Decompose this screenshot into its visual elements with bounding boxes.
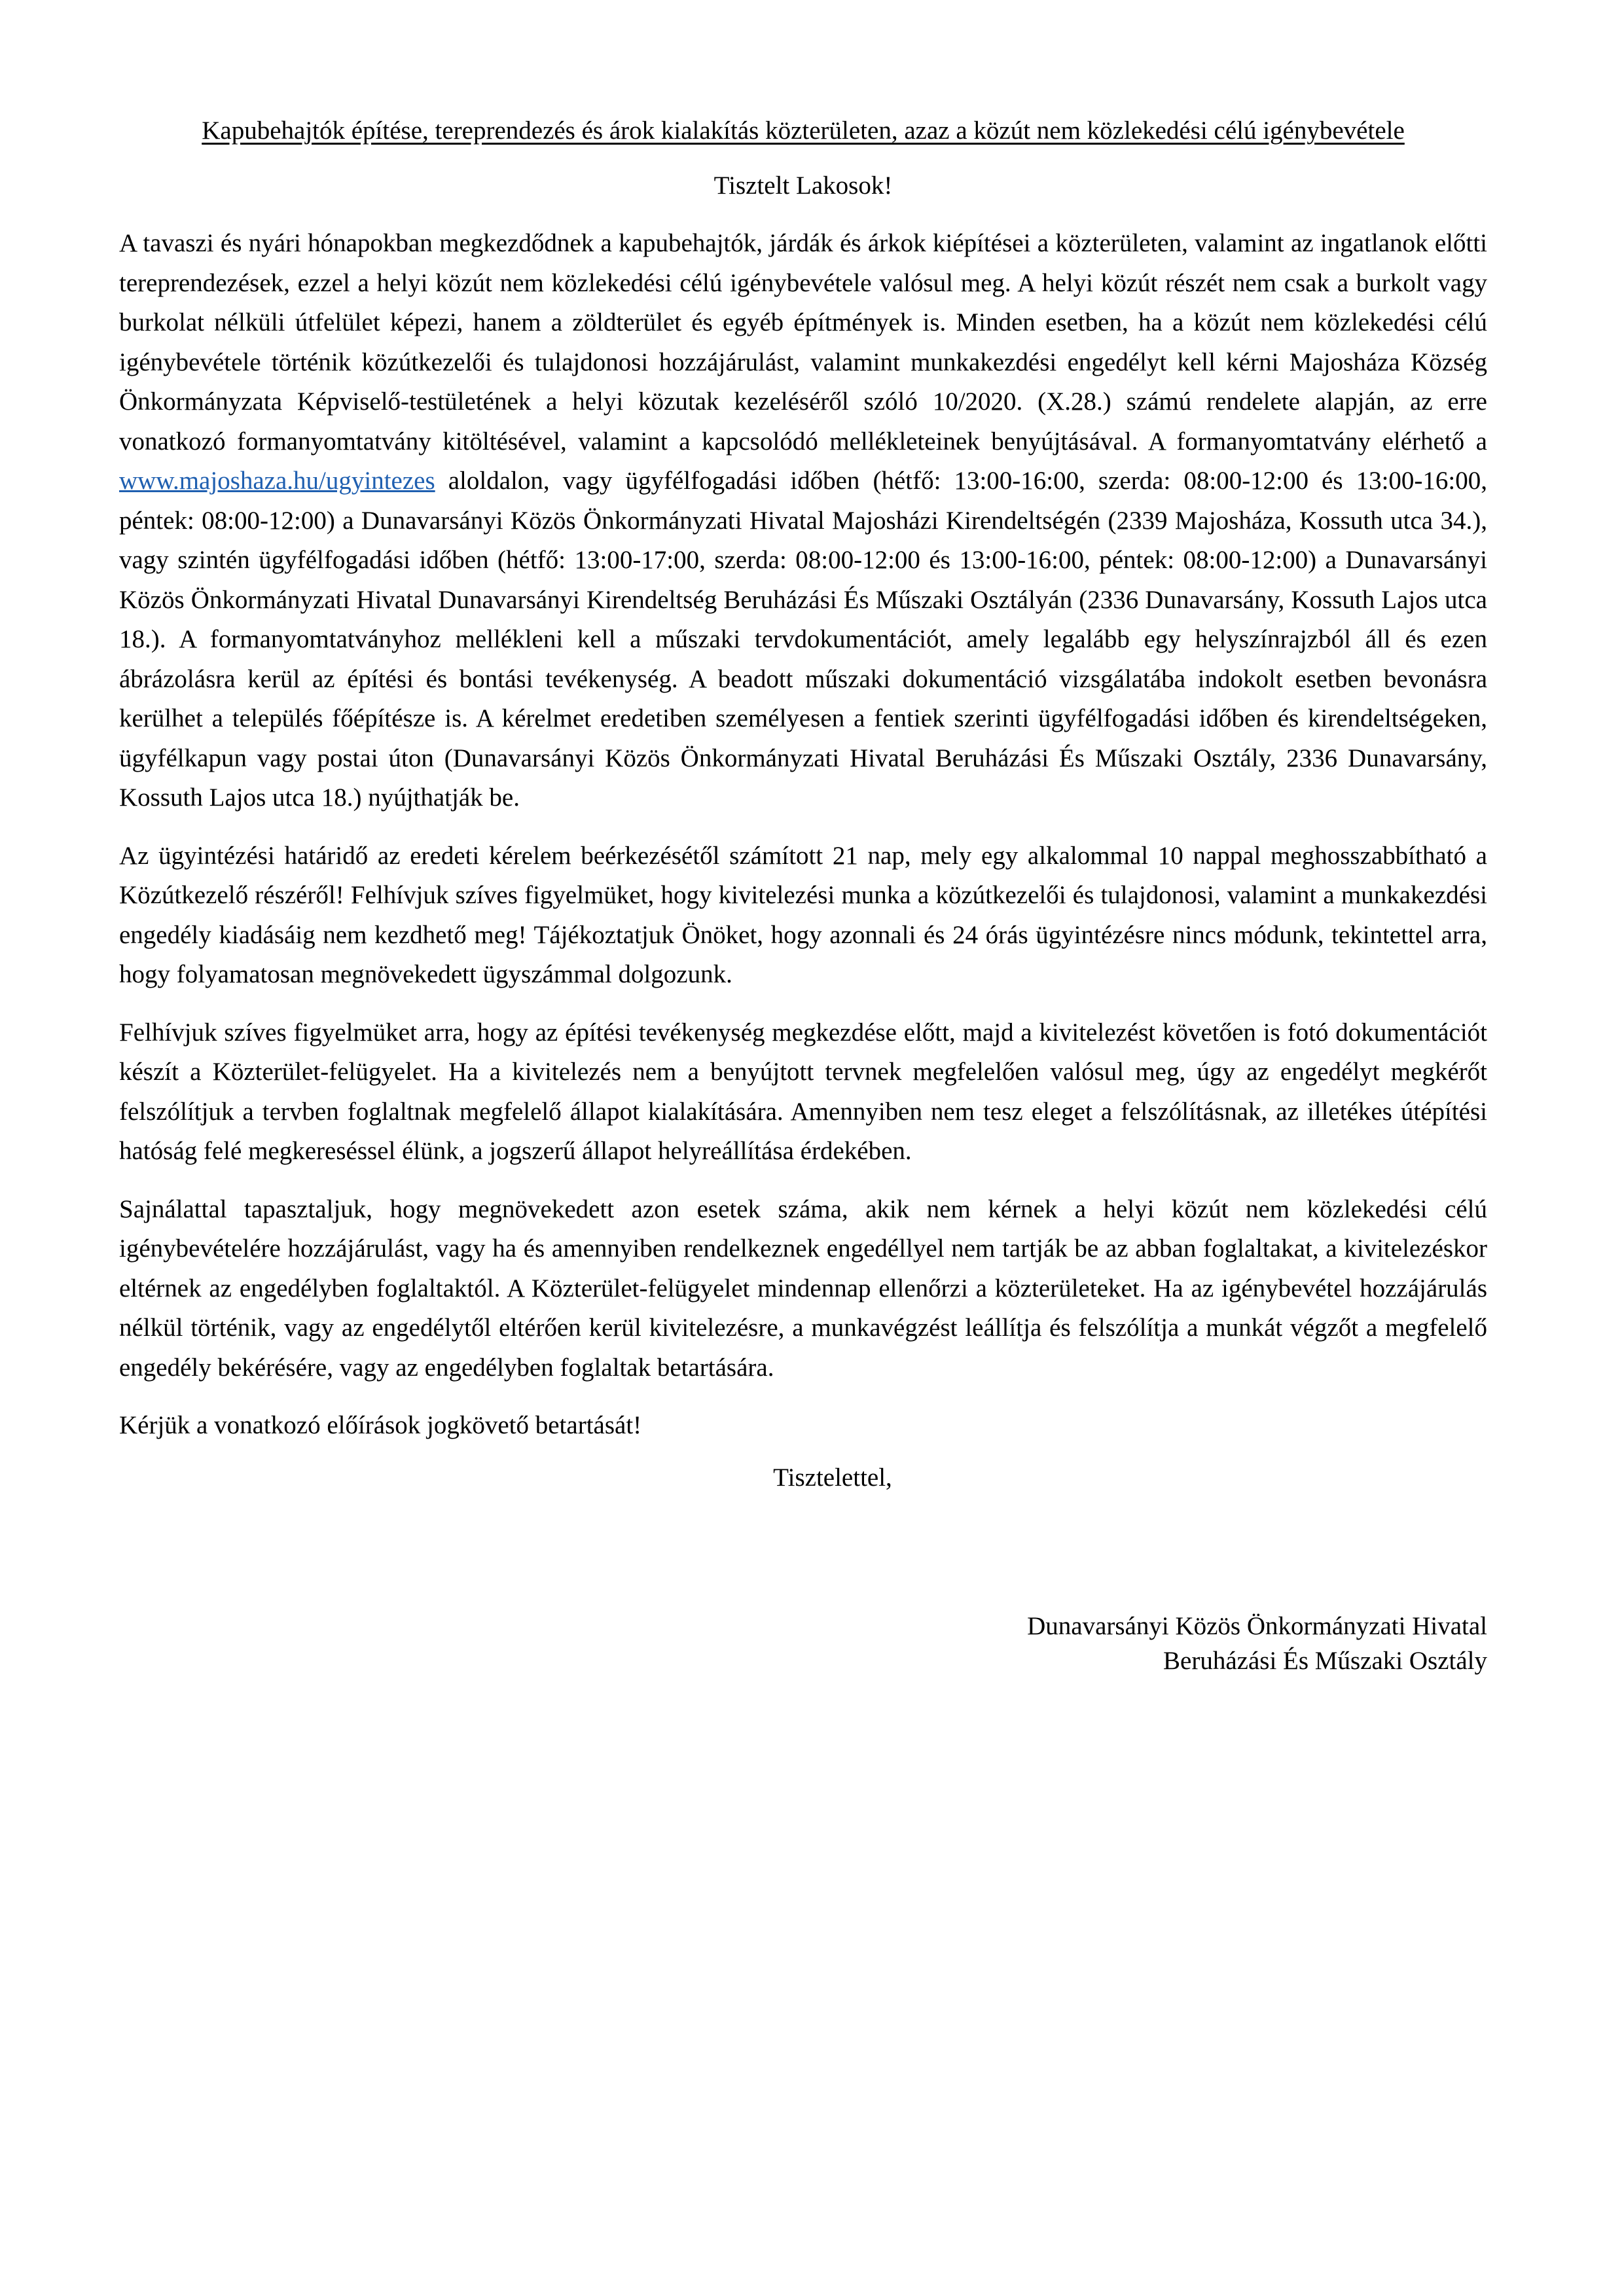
paragraph-procedure-text-1: A tavaszi és nyári hónapokban megkezdődnek a kapubehajtók, járdák és árkok kiépítései a közterületen, valamint az ingatlanok előtti tereprendezések, ezzel a helyi közút nem közlekedési célú igénybevétele valósul meg. A helyi közút részét nem csak a burkolt vagy burkolat nélküli útfelület képezi, hanem a zöldterület és egyéb építmények is. Minden esetben, ha a közút nem közlekedési célú igénybevétele történik közútkezelői és tulajdonosi hozzájárulást, valamint munkakezdési engedélyt kell kérni Majosháza Község Önkormányzata Képviselő-testületének a helyi közutak kezeléséről szóló 10/2020. (X.28.) számú rendelete alapján, az erre vonatkozó formanyomtatvány kitöltésével, valamint a kapcsolódó mellékleteinek benyújtásával. A formanyomtatvány elérhető a [119, 229, 1487, 456]
regards: Tisztelettel, [773, 1463, 892, 1492]
paragraph-deadline: Az ügyintézési határidő az eredeti kérelem beérkezésétől számított 21 nap, mely egy alkalommal 10 nappal meghosszabbítható a Közútkezelő részéről! Felhívjuk szíves figyelmüket, hogy kivitelezési munka a közútkezelői és tulajdonosi, valamint a munkakezdési engedély kiadásáig nem kezdhető meg! Tájékoztatjuk Önöket, hogy azonnali és 24 órás ügyintézésre nincs módunk, tekintettel arra, hogy folyamatosan megnövekedett ügyszámmal dolgozunk. [119, 841, 1487, 988]
letter-page [119, 111, 1487, 1678]
paragraph-enforcement: Sajnálattal tapasztaljuk, hogy megnövekedett azon esetek száma, akik nem kérnek a helyi közút nem közlekedési célú igénybevételére hozzájárulást, vagy ha és amennyiben rendelkeznek engedéllyel nem tartják be az abban foglaltakat, a kivitelezéskor eltérnek az engedélyben foglaltaktól. A Közterület-felügyelet mindennap ellenőrzi a közterületeket. Ha az igénybevétel hozzájárulás nélkül történik, vagy az engedélytől eltérően kerül kivitelezésre, a munkavégzést leállítja és felszólítja a munkát végzőt a megfelelő engedély bekérésére, vagy az engedélyben foglaltak betartására. [119, 1194, 1487, 1382]
document-title: Kapubehajtók építése, tereprendezés és árok kialakítás közterületen, azaz a közút nem közlekedési célú igénybevétele [202, 117, 1405, 145]
closing-request: Kérjük a vonatkozó előírások jogkövető betartását! [119, 1411, 642, 1439]
signature-block [119, 1609, 1487, 1678]
signature-department: Beruházási És Műszaki Osztály [1163, 1647, 1487, 1675]
paragraph-procedure-text-2: aloldalon, vagy ügyfélfogadási időben (hétfő: 13:00-16:00, szerda: 08:00-12:00 és 13:00-16:00, péntek: 08:00-12:00) a Dunavarsányi Közös Önkormányzati Hivatal Majosházi Kirendeltségén (2339 Majosháza, Kossuth utca 34.), vagy szintén ügyfélfogadási időben (hétfő: 13:00-17:00, szerda: 08:00-12:00 és 13:00-16:00, péntek: 08:00-12:00) a Dunavarsányi Közös Önkormányzati Hivatal Dunavarsányi Kirendeltség Beruházási És Műszaki Osztályán (2336 Dunavarsány, Kossuth Lajos utca 18.). A formanyomtatványhoz mellékleni kell a műszaki tervdokumentációt, amely legalább egy helyszínrajzból áll és ezen ábrázolásra kerül az építési és bontási tevékenység. A beadott műszaki dokumentáció vizsgálatába indokolt esetben bevonásra kerülhet a település főépítésze is. A kérelmet eredetiben személyesen a fentiek szerinti ügyfélfogadási időben és kirendeltségeken, ügyfélkapun vagy postai úton (Dunavarsányi Közös Önkormányzati Hivatal Beruházási És Műszaki Osztály, 2336 Dunavarsány, Kossuth Lajos utca 18.) nyújthatják be. [119, 467, 1487, 812]
paragraph-photo-documentation: Felhívjuk szíves figyelmüket arra, hogy az építési tevékenység megkezdése előtt, majd a kivitelezést követően is fotó dokumentációt készít a Közterület-felügyelet. Ha a kivitelezés nem a benyújtott tervnek megfelelően valósul meg, úgy az engedélyt megkérőt felszólítjuk a tervben foglaltnak megfelelő állapot kialakítására. Amennyiben nem tesz eleget a felszólításnak, az illetékes útépítési hatóság felé megkereséssel élünk, a jogszerű állapot helyreállítása érdekében. [119, 1018, 1487, 1165]
ugyintezes-link[interactable]: www.majoshaza.hu/ugyintezes [119, 467, 435, 495]
paragraph-procedure [119, 224, 1487, 818]
signature-office: Dunavarsányi Közös Önkormányzati Hivatal [1027, 1612, 1487, 1640]
greeting: Tisztelt Lakosok! [713, 171, 893, 200]
